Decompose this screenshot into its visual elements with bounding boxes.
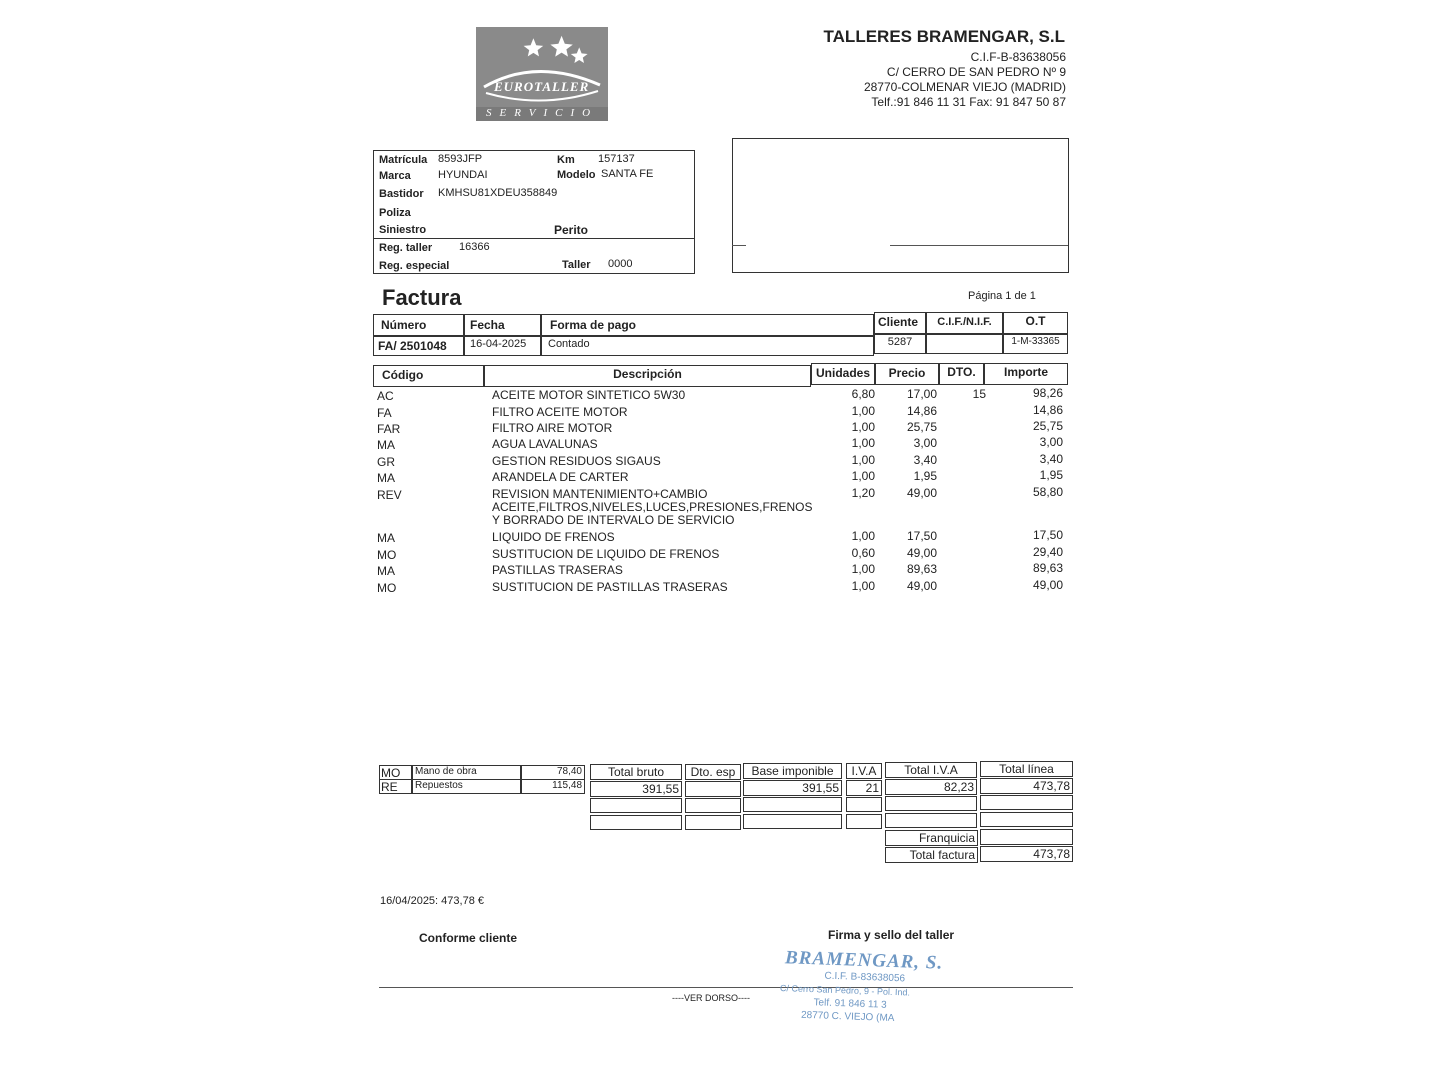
pago-header [541, 314, 874, 336]
dto-esp-header [685, 764, 741, 780]
mo-label: Mano de obra [415, 766, 477, 777]
empty-row-cell [980, 812, 1073, 827]
matricula-value: 8593JFP [438, 153, 483, 165]
descripcion-header [484, 365, 811, 387]
modelo-value: SANTA FE [601, 168, 654, 180]
reg-especial-label: Reg. especial [379, 260, 450, 272]
descripcion-header-text: Descripción [613, 367, 682, 381]
re-value-cell [521, 779, 585, 794]
item-codigo: GR [377, 455, 395, 469]
stamp-city: 28770 C. VIEJO (MA [800, 1009, 895, 1025]
matricula-label: Matrícula [379, 154, 428, 166]
item-descripcion: ARANDELA DE CARTER [492, 470, 629, 484]
empty-row-cell [846, 814, 882, 829]
item-unidades: 1,00 [851, 404, 875, 418]
item-unidades: 1,00 [851, 579, 875, 593]
item-precio: 1,95 [913, 469, 937, 483]
mo-value-cell [521, 765, 585, 780]
item-importe: 89,63 [1032, 561, 1063, 575]
item-unidades: 1,00 [851, 529, 875, 543]
customer-tick [732, 245, 746, 246]
item-codigo: MA [377, 438, 395, 452]
item-unidades: 1,00 [851, 562, 875, 576]
item-descripcion: SUSTITUCION DE PASTILLAS TRASERAS [492, 580, 728, 594]
item-unidades: 1,20 [851, 486, 875, 500]
taller-label: Taller [562, 259, 591, 271]
company-phone: Telf.:91 846 11 31 Fax: 91 847 50 87 [871, 95, 1066, 109]
total-iva-header-text: Total I.V.A [904, 763, 958, 777]
ot-value: 1-M-33365 [1011, 336, 1060, 347]
iva-cell [846, 780, 882, 796]
poliza-label: Poliza [379, 207, 411, 219]
item-unidades: 1,00 [851, 420, 875, 434]
empty-row-cell [980, 795, 1073, 810]
dto-header-text: DTO. [947, 365, 976, 379]
cliente-value: 5287 [887, 336, 913, 348]
item-codigo: MA [377, 564, 395, 578]
base-cell [743, 780, 842, 796]
item-descripcion: FILTRO ACEITE MOTOR [492, 405, 628, 419]
total-iva-header [885, 762, 977, 778]
ver-dorso: ----VER DORSO---- [672, 993, 750, 1003]
item-precio: 49,00 [906, 579, 937, 593]
numero-cell [373, 336, 464, 356]
logo-brand-text: EUROTALLER [494, 79, 590, 94]
item-descripcion: AGUA LAVALUNAS [492, 437, 598, 451]
empty-row-cell [846, 797, 882, 812]
payment-line: 16/04/2025: 473,78 € [380, 895, 484, 907]
item-codigo: MA [377, 531, 395, 545]
empty-row-cell [743, 797, 842, 812]
unidades-header [811, 363, 875, 385]
item-precio: 3,00 [913, 436, 937, 450]
eurotaller-logo [476, 27, 608, 121]
total-linea-header-text: Total línea [999, 762, 1054, 776]
cliente-header [874, 312, 926, 334]
iva-value: 21 [865, 781, 879, 795]
item-codigo: MO [377, 581, 397, 595]
item-codigo: MA [377, 471, 395, 485]
fecha-header-text: Fecha [470, 318, 505, 332]
empty-row-cell [590, 798, 682, 813]
iva-header [846, 763, 882, 779]
item-descripcion: LIQUIDO DE FRENOS [492, 530, 615, 544]
item-descripcion: FILTRO AIRE MOTOR [492, 421, 613, 435]
stamp-addr: C/ Cerro San Pedro, 9 - Pol. Ind. [779, 983, 911, 998]
marca-label: Marca [379, 170, 411, 182]
importe-header [984, 363, 1068, 385]
mo-code: MO [381, 766, 401, 780]
item-importe: 3,00 [1039, 435, 1063, 449]
item-descripcion-line3: Y BORRADO DE INTERVALO DE SERVICIO [492, 513, 735, 527]
company-stamp [779, 947, 952, 1033]
item-precio: 89,63 [906, 562, 937, 576]
re-code: RE [381, 780, 398, 794]
precio-header-text: Precio [888, 366, 926, 380]
pago-header-text: Forma de pago [550, 318, 637, 332]
total-linea-value: 473,78 [1033, 779, 1070, 793]
item-importe: 49,00 [1032, 578, 1063, 592]
codigo-header-text: Código [382, 368, 424, 382]
firma-sello: Firma y sello del taller [828, 928, 955, 942]
invoice-title: Factura [382, 285, 462, 310]
bastidor-value: KMHSU81XDEU358849 [438, 187, 558, 199]
item-precio: 14,86 [906, 404, 937, 418]
numero-header [373, 314, 464, 336]
item-importe: 14,86 [1032, 403, 1063, 417]
ot-header-text: O.T [1025, 314, 1046, 328]
customer-box [732, 138, 1069, 273]
cif-header [926, 312, 1003, 334]
bruto-value: 391,55 [642, 782, 679, 796]
km-label: Km [557, 154, 575, 166]
item-precio: 49,00 [906, 546, 937, 560]
logo-sub-text: SERVICIO [486, 107, 599, 119]
empty-row-cell [885, 796, 977, 811]
item-precio: 17,50 [906, 529, 937, 543]
item-descripcion: ACEITE MOTOR SINTETICO 5W30 [492, 388, 686, 402]
base-value: 391,55 [802, 781, 839, 795]
dto-esp-cell [685, 781, 741, 797]
taller-value: 0000 [608, 258, 633, 270]
signature-line [379, 987, 1073, 988]
bruto-header-text: Total bruto [607, 765, 665, 779]
ot-header [1003, 312, 1068, 334]
item-descripcion: GESTION RESIDUOS SIGAUS [492, 454, 661, 468]
total-linea-header [980, 761, 1073, 777]
fecha-value: 16-04-2025 [470, 338, 527, 350]
pago-value: Contado [548, 338, 590, 350]
unidades-header-text: Unidades [815, 366, 870, 380]
dto-header [939, 363, 984, 385]
empty-row-cell [743, 814, 842, 829]
item-descripcion-line2: ACEITE,FILTROS,NIVELES,LUCES,PRESIONES,FRENOS [492, 500, 813, 514]
re-label-cell [412, 779, 521, 794]
item-unidades: 6,80 [851, 387, 875, 401]
mo-label-cell [412, 765, 521, 780]
item-descripcion: PASTILLAS TRASERAS [492, 563, 623, 577]
perito-label: Perito [554, 223, 589, 237]
item-importe: 25,75 [1032, 419, 1063, 433]
iva-header-text: I.V.A [851, 764, 877, 778]
siniestro-label: Siniestro [379, 224, 427, 236]
item-precio: 17,00 [906, 387, 937, 401]
bastidor-label: Bastidor [379, 188, 424, 200]
mo-code-cell [379, 765, 412, 780]
total-factura-value: 473,78 [1033, 847, 1070, 861]
codigo-header [373, 365, 484, 387]
total-iva-value: 82,23 [943, 780, 974, 794]
item-unidades: 1,00 [851, 469, 875, 483]
item-descripcion: SUSTITUCION DE LIQUIDO DE FRENOS [492, 547, 720, 561]
item-importe: 3,40 [1039, 452, 1063, 466]
modelo-label: Modelo [557, 169, 596, 181]
empty-row-cell [685, 815, 741, 830]
cliente-cell [874, 334, 926, 354]
base-header [743, 763, 842, 779]
item-codigo: FAR [377, 422, 401, 436]
cif-cell [926, 334, 1003, 354]
empty-row-cell [685, 798, 741, 813]
item-unidades: 1,00 [851, 436, 875, 450]
total-factura-cell [980, 846, 1073, 862]
conforme-cliente: Conforme cliente [419, 931, 518, 945]
cif-header-text: C.I.F./N.I.F. [937, 316, 992, 328]
item-unidades: 1,00 [851, 453, 875, 467]
fecha-cell [464, 336, 541, 356]
item-codigo: MO [377, 548, 397, 562]
fecha-header [464, 314, 541, 336]
numero-header-text: Número [381, 318, 427, 332]
item-importe: 98,26 [1032, 386, 1063, 400]
empty-row-cell [885, 813, 977, 828]
company-name: TALLERES BRAMENGAR, S.L [823, 27, 1065, 46]
customer-line [890, 245, 1068, 246]
pago-cell [541, 336, 874, 356]
company-address: C/ CERRO DE SAN PEDRO Nº 9 [886, 65, 1066, 79]
total-factura-label: Total factura [909, 848, 975, 862]
stamp-cif: C.I.F. B-83638056 [824, 970, 906, 985]
bruto-header [590, 764, 682, 780]
item-precio: 25,75 [906, 420, 937, 434]
total-iva-cell [885, 779, 977, 795]
item-precio: 3,40 [913, 453, 937, 467]
franquicia-label-cell [885, 830, 978, 846]
base-header-text: Base imponible [751, 764, 834, 778]
ot-cell [1003, 334, 1068, 354]
stamp-tel: Telf. 91 846 11 3 [813, 997, 887, 1011]
item-descripcion: REVISION MANTENIMIENTO+CAMBIO [492, 487, 708, 501]
page-indicator: Página 1 de 1 [968, 290, 1036, 302]
vehicle-divider [373, 238, 695, 239]
reg-taller-value: 16366 [459, 241, 490, 253]
empty-row-cell [590, 815, 682, 830]
re-label: Repuestos [415, 780, 463, 791]
item-unidades: 0,60 [851, 546, 875, 560]
franquicia-cell [980, 829, 1073, 845]
mo-value: 78,40 [556, 766, 582, 777]
dto-esp-header-text: Dto. esp [690, 765, 736, 779]
reg-taller-label: Reg. taller [379, 242, 433, 254]
item-importe: 29,40 [1032, 545, 1063, 559]
total-factura-label-cell [885, 847, 978, 863]
bruto-cell [590, 781, 682, 797]
item-dto: 15 [972, 387, 986, 401]
numero-value: FA/ 2501048 [378, 339, 447, 353]
item-codigo: AC [377, 389, 394, 403]
item-importe: 58,80 [1032, 485, 1063, 499]
item-codigo: FA [377, 406, 392, 420]
precio-header [875, 363, 939, 385]
total-linea-cell [980, 778, 1073, 794]
company-city: 28770-COLMENAR VIEJO (MADRID) [863, 80, 1066, 94]
item-importe: 1,95 [1039, 468, 1063, 482]
km-value: 157137 [598, 153, 635, 165]
re-code-cell [379, 779, 412, 794]
marca-value: HYUNDAI [438, 169, 488, 181]
re-value: 115,48 [552, 780, 582, 791]
stamp-name: BRAMENGAR, S. [784, 947, 944, 974]
company-cif: C.I.F-B-83638056 [970, 50, 1066, 64]
importe-header-text: Importe [1003, 365, 1048, 379]
cliente-header-text: Cliente [878, 315, 919, 329]
franquicia-label: Franquicia [918, 831, 975, 845]
item-importe: 17,50 [1032, 528, 1063, 542]
item-precio: 49,00 [906, 486, 937, 500]
item-codigo: REV [377, 488, 402, 502]
